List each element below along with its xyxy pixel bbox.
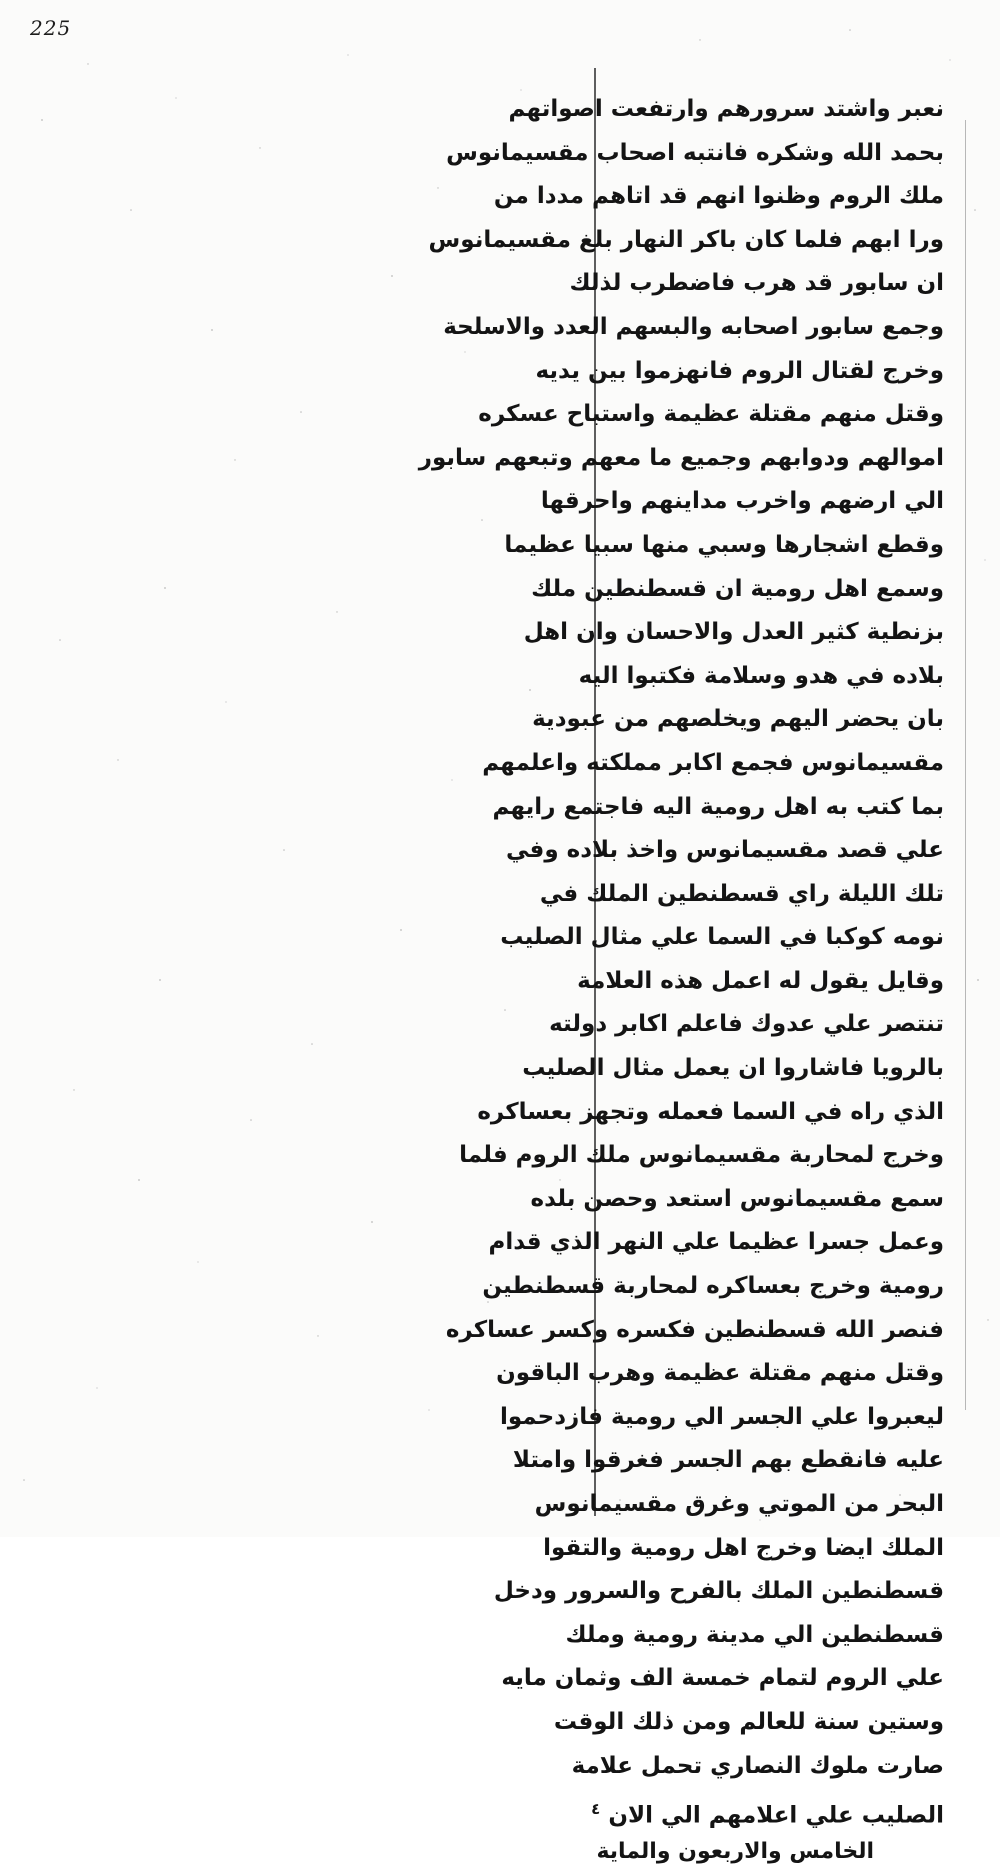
text-line: علي الروم لتمام خمسة الف وثمان مايه	[501, 1665, 944, 1692]
text-line: بحمد الله وشكره فانتبه اصحاب مقسيمانوس	[446, 139, 944, 166]
text-line: وقتل منهم مقتلة عظيمة واستباح عسكره	[478, 401, 944, 428]
text-line: نومه كوكبا في السما علي مثال الصليب	[500, 924, 944, 951]
text-line: رومية وخرج بعساكره لمحاربة قسطنطين	[482, 1273, 944, 1300]
text-line: ليعبروا علي الجسر الي رومية فازدحموا	[499, 1403, 944, 1430]
text-line: قسطنطين الي مدينة رومية وملك	[565, 1621, 944, 1648]
margin-rule-right	[965, 120, 966, 1410]
text-line: قسطنطين الملك بالفرح والسرور ودخل	[493, 1578, 944, 1605]
text-line: الملك ايضا وخرج اهل رومية والتقوا	[543, 1534, 944, 1561]
text-line: ورا ابهم فلما كان باكر النهار بلغ مقسيمانوس	[428, 226, 944, 253]
text-line: بالرويا فاشاروا ان يعمل مثال الصليب	[522, 1055, 944, 1082]
text-line: وقطع اشجارها وسبي منها سبيا عظيما	[504, 531, 944, 558]
text-line: تلك الليلة راي قسطنطين الملك في	[539, 880, 944, 907]
text-line: الي ارضهم واخرب مداينهم واحرقها	[540, 488, 944, 515]
text-line-final	[591, 1788, 944, 1832]
text-line: تنتصر علي عدوك فاعلم اكابر دولته	[549, 1011, 944, 1038]
text-line: سمع مقسيمانوس استعد وحصن بلده	[530, 1185, 944, 1212]
text-line: وخرج لمحاربة مقسيمانوس ملك الروم فلما	[459, 1142, 944, 1169]
text-line: نعبر واشتد سرورهم وارتفعت اصواتهم	[508, 96, 944, 122]
text-line: علي قصد مقسيمانوس واخذ بلاده وفي	[506, 837, 944, 864]
text-line: اموالهم ودوابهم وجميع ما معهم وتبعهم سابور	[418, 444, 944, 471]
text-line: عليه فانقطع بهم الجسر فغرقوا وامتلا	[512, 1447, 944, 1474]
manuscript-text-block	[418, 88, 944, 1872]
text-line: وقتل منهم مقتلة عظيمة وهرب الباقون	[496, 1360, 944, 1387]
text-line: صارت ملوك النصاري تحمل علامة	[571, 1752, 944, 1779]
text-line: وعمل جسرا عظيما علي النهر الذي قدام	[488, 1229, 944, 1256]
text-line: بان يحضر اليهم ويخلصهم من عبودية	[532, 706, 944, 733]
text-line: بما كتب به اهل رومية اليه فاجتمع رايهم	[492, 793, 944, 820]
text-line: وقايل يقول له اعمل هذه العلامة	[577, 967, 944, 994]
text-line: البحر من الموتي وغرق مقسيمانوس	[534, 1491, 944, 1517]
text-line: ملك الروم وظنوا انهم قد اتاهم مددا من	[493, 183, 944, 210]
text-line: فنصر الله قسطنطين فكسره وكسر عساكره	[445, 1316, 944, 1343]
text-line: وخرج لقتال الروم فانهزموا بين يديه	[535, 357, 944, 384]
text-line: ان سابور قد هرب فاضطرب لذلك	[569, 270, 944, 297]
text-line: الذي راه في السما فعمله وتجهز بعساكره	[477, 1098, 944, 1125]
final-line-text: الصليب علي اعلامهم الي الان	[608, 1802, 944, 1829]
folio-number: 225	[30, 16, 72, 40]
text-line: وستين سنة للعالم ومن ذلك الوقت	[553, 1708, 944, 1735]
text-line: وجمع سابور اصحابه والبسهم العدد والاسلحة	[443, 313, 944, 340]
text-line: بلاده في هدو وسلامة فكتبوا اليه	[578, 662, 944, 689]
text-line: بزنطية كثير العدل والاحسان وان اهل	[523, 619, 944, 646]
text-line: وسمع اهل رومية ان قسطنطين ملك	[531, 575, 944, 602]
section-heading: الخامس والاربعون والماية	[596, 1838, 874, 1864]
text-line: مقسيمانوس فجمع اكابر مملكته واعلمهم	[482, 749, 944, 776]
closing-mark: ٤	[591, 1800, 601, 1819]
